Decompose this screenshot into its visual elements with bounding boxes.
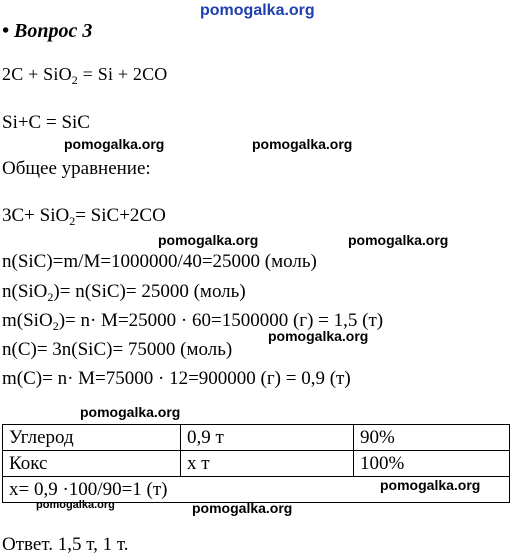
- table-cell: Углерод: [3, 425, 181, 451]
- general-equation-label: Общее уравнение:: [2, 158, 151, 179]
- calc-m-sio2-rhs: )= n· M=25000 · 60=1500000 (г) = 1,5 (т): [58, 310, 384, 331]
- general-equation-rhs: = SiC+2CO: [75, 205, 166, 226]
- reaction-1-rhs: = Si + 2CO: [77, 64, 168, 84]
- table-footer-cell: x= 0,9 ·100/90=1 (т): [3, 477, 510, 503]
- calc-m-sio2-lhs: m(SiO: [2, 310, 53, 331]
- watermark: pomogalka.org: [268, 328, 369, 344]
- watermark: pomogalka.org: [252, 136, 353, 152]
- watermark: pomogalka.org: [380, 477, 481, 493]
- calc-n-c: n(C)= 3n(SiC)= 75000 (моль): [2, 339, 233, 360]
- watermark: pomogalka.org: [36, 499, 115, 511]
- calc-n-sio2-subscript: 2: [47, 290, 54, 304]
- calc-n-sio2-rhs: )= n(SiC)= 25000 (моль): [53, 281, 246, 302]
- reaction-1-subscript: 2: [71, 73, 78, 87]
- answer: Ответ. 1,5 т, 1 т.: [2, 534, 129, 555]
- table-cell: 0,9 т: [181, 425, 354, 451]
- watermark: pomogalka.org: [158, 232, 259, 248]
- table-cell: 90%: [354, 425, 510, 451]
- calc-n-sio2: [2, 281, 246, 303]
- table-cell: 100%: [354, 451, 510, 477]
- calc-n-sio2-lhs: n(SiO: [2, 281, 48, 302]
- table-row: [3, 451, 510, 477]
- reaction-1-lhs: 2C + SiO: [2, 64, 72, 84]
- calc-m-c: m(C)= n· M=75000 · 12=900000 (г) = 0,9 (т): [2, 368, 351, 389]
- table-row: [3, 425, 510, 451]
- table-cell: Кокс: [3, 451, 181, 477]
- watermark: pomogalka.org: [64, 136, 165, 152]
- calc-n-sic: n(SiC)=m/M=1000000/40=25000 (моль): [2, 251, 317, 272]
- watermark: pomogalka.org: [348, 232, 449, 248]
- reaction-1: [2, 64, 168, 85]
- watermark-top[interactable]: pomogalka.org: [200, 2, 315, 19]
- question-heading: • Вопрос 3: [2, 20, 93, 42]
- general-equation-lhs: 3C+ SiO: [2, 205, 70, 226]
- reaction-2: Si+C = SiC: [2, 112, 90, 133]
- general-equation: [2, 205, 166, 227]
- calc-m-sio2-subscript: 2: [52, 319, 59, 333]
- watermark: pomogalka.org: [192, 500, 293, 516]
- watermark: pomogalka.org: [80, 404, 181, 420]
- table-cell: х т: [181, 451, 354, 477]
- general-equation-subscript: 2: [69, 214, 76, 228]
